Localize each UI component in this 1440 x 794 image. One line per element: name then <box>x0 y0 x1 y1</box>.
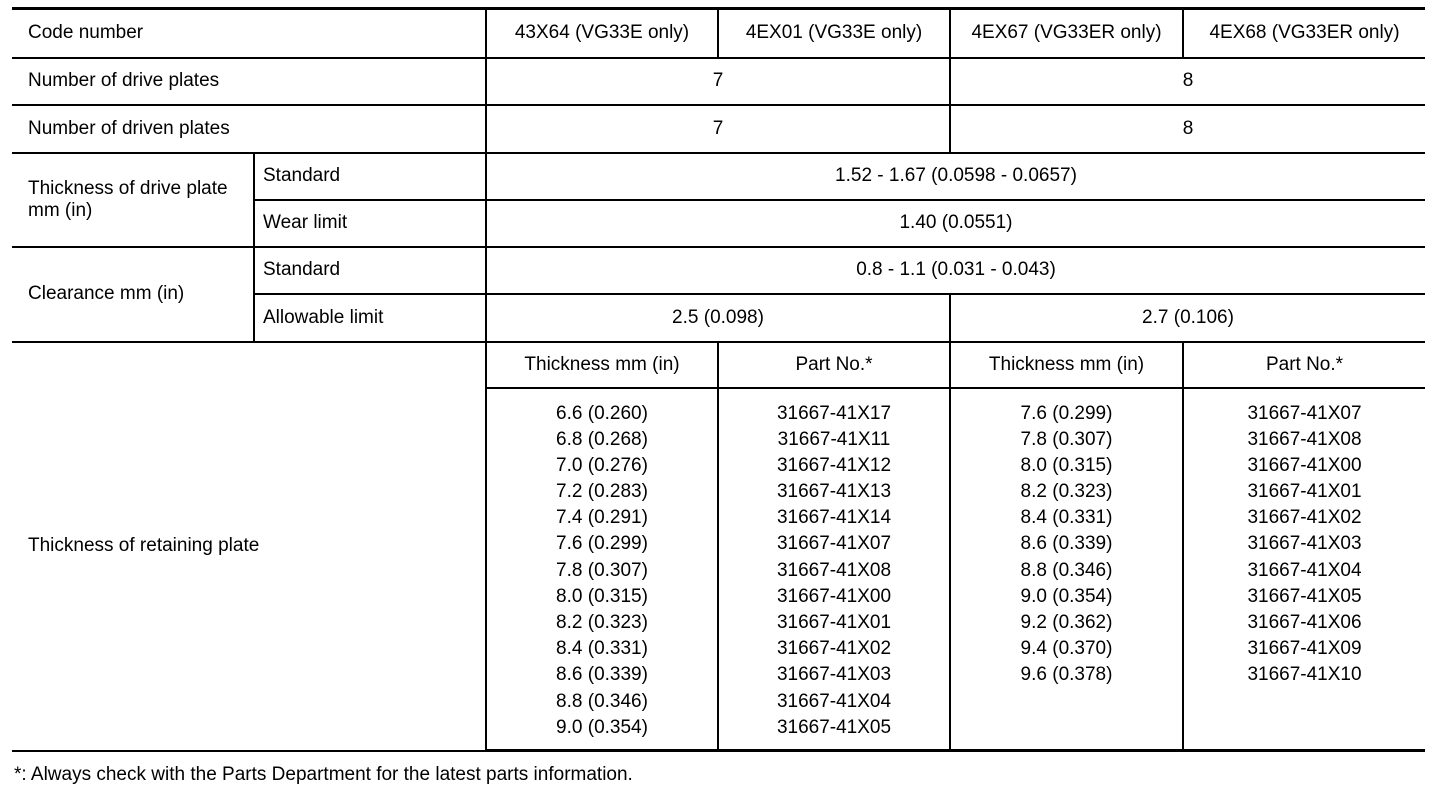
code-number-label: Code number <box>12 9 486 58</box>
part-number-item: 31667-41X03 <box>776 664 892 686</box>
part-number-item: 31667-41X03 <box>1247 533 1362 555</box>
clearance-allowable-label: Allowable limit <box>254 294 486 342</box>
part-number-item: 31667-41X08 <box>776 559 892 581</box>
thickness-item: 9.2 (0.362) <box>1020 612 1113 633</box>
thickness-item: 8.0 (0.315) <box>1020 454 1113 476</box>
thickness-item: 8.2 (0.323) <box>1020 481 1113 503</box>
drive-standard-value: 1.52 - 1.67 (0.0598 - 0.0657) <box>486 153 1425 200</box>
part-number-item: 31667-41X00 <box>1247 454 1362 476</box>
spec-table <box>12 7 1425 752</box>
clearance-standard-row <box>12 247 1425 294</box>
code-4ex67: 4EX67 (VG33ER only) <box>950 9 1183 58</box>
part-number-item: 31667-41X01 <box>776 612 892 633</box>
thickness-item: 6.8 (0.268) <box>556 428 648 450</box>
clearance-standard-value: 0.8 - 1.1 (0.031 - 0.043) <box>486 247 1425 294</box>
part-number-item: 31667-41X04 <box>1247 559 1362 581</box>
thickness-item: 8.8 (0.346) <box>1020 559 1113 581</box>
part-number-item: 31667-41X05 <box>1247 585 1362 607</box>
vg33er-thickness-list <box>950 388 1183 751</box>
thickness-item: 7.8 (0.307) <box>1020 428 1113 450</box>
drive-plates-vg33e: 7 <box>486 58 950 105</box>
driven-plates-row <box>12 105 1425 153</box>
part-number-item: 31667-41X06 <box>1247 612 1362 633</box>
drive-wear-label: Wear limit <box>254 200 486 247</box>
retaining-plate-header-row <box>12 342 1425 388</box>
drive-plate-thickness-label: Thickness of drive plate mm (in) <box>12 153 254 247</box>
drive-plates-vg33er: 8 <box>950 58 1425 105</box>
thickness-item: 9.4 (0.370) <box>1020 638 1113 660</box>
thickness-item: 8.8 (0.346) <box>556 690 648 712</box>
retaining-plate-label: Thickness of retaining plate <box>12 342 486 751</box>
part-number-item: 31667-41X17 <box>776 402 892 424</box>
thickness-item: 8.6 (0.339) <box>556 664 648 686</box>
thickness-item: 8.6 (0.339) <box>1020 533 1113 555</box>
vg33er-thickness-header: Thickness mm (in) <box>950 342 1183 388</box>
part-number-item: 31667-41X09 <box>1247 638 1362 660</box>
part-number-item: 31667-41X07 <box>1247 402 1362 424</box>
part-number-item: 31667-41X01 <box>1247 481 1362 503</box>
part-number-item: 31667-41X00 <box>776 585 892 607</box>
thickness-item: 8.4 (0.331) <box>1020 507 1113 529</box>
driven-plates-vg33er: 8 <box>950 105 1425 153</box>
clearance-label: Clearance mm (in) <box>12 247 254 342</box>
vg33e-thickness-list <box>486 388 718 751</box>
drive-plates-label: Number of drive plates <box>12 58 486 105</box>
clearance-allowable-vg33e: 2.5 (0.098) <box>486 294 950 342</box>
part-number-item: 31667-41X12 <box>776 454 892 476</box>
part-number-item: 31667-41X02 <box>1247 507 1362 529</box>
vg33e-part-header: Part No.* <box>718 342 950 388</box>
driven-plates-label: Number of driven plates <box>12 105 486 153</box>
code-4ex01: 4EX01 (VG33E only) <box>718 9 950 58</box>
code-4ex68: 4EX68 (VG33ER only) <box>1183 9 1425 58</box>
thickness-item: 7.6 (0.299) <box>556 533 648 555</box>
part-number-item: 31667-41X02 <box>776 638 892 660</box>
vg33er-part-header: Part No.* <box>1183 342 1425 388</box>
clearance-allowable-vg33er: 2.7 (0.106) <box>950 294 1425 342</box>
thickness-item: 8.4 (0.331) <box>556 638 648 660</box>
code-43x64: 43X64 (VG33E only) <box>486 9 718 58</box>
part-number-item: 31667-41X07 <box>776 533 892 555</box>
part-number-item: 31667-41X14 <box>776 507 892 529</box>
thickness-item: 7.6 (0.299) <box>1020 402 1113 424</box>
thickness-item: 7.2 (0.283) <box>556 481 648 503</box>
drive-standard-label: Standard <box>254 153 486 200</box>
part-number-item: 31667-41X11 <box>777 428 891 450</box>
part-number-item: 31667-41X08 <box>1247 428 1362 450</box>
thickness-item: 6.6 (0.260) <box>556 402 648 424</box>
thickness-item: 8.0 (0.315) <box>556 585 648 607</box>
driven-plates-vg33e: 7 <box>486 105 950 153</box>
part-number-item: 31667-41X05 <box>776 716 892 738</box>
vg33e-thickness-header: Thickness mm (in) <box>486 342 718 388</box>
drive-wear-value: 1.40 (0.0551) <box>486 200 1425 247</box>
drive-plates-row <box>12 58 1425 105</box>
code-number-row <box>12 9 1425 58</box>
thickness-item: 9.6 (0.378) <box>1020 664 1113 686</box>
clearance-standard-label: Standard <box>254 247 486 294</box>
thickness-item: 9.0 (0.354) <box>1020 585 1113 607</box>
part-number-item: 31667-41X10 <box>1247 664 1362 686</box>
vg33e-part-list <box>718 388 950 751</box>
thickness-item: 7.4 (0.291) <box>556 507 648 529</box>
thickness-item: 8.2 (0.323) <box>556 612 648 633</box>
part-number-item: 31667-41X13 <box>776 481 892 503</box>
vg33er-part-list <box>1183 388 1425 751</box>
thickness-item: 7.8 (0.307) <box>556 559 648 581</box>
thickness-item: 9.0 (0.354) <box>556 716 648 738</box>
thickness-item: 7.0 (0.276) <box>556 454 648 476</box>
footnote: *: Always check with the Parts Department for the latest parts information. <box>14 764 633 785</box>
part-number-item: 31667-41X04 <box>776 690 892 712</box>
drive-plate-thickness-standard-row <box>12 153 1425 200</box>
